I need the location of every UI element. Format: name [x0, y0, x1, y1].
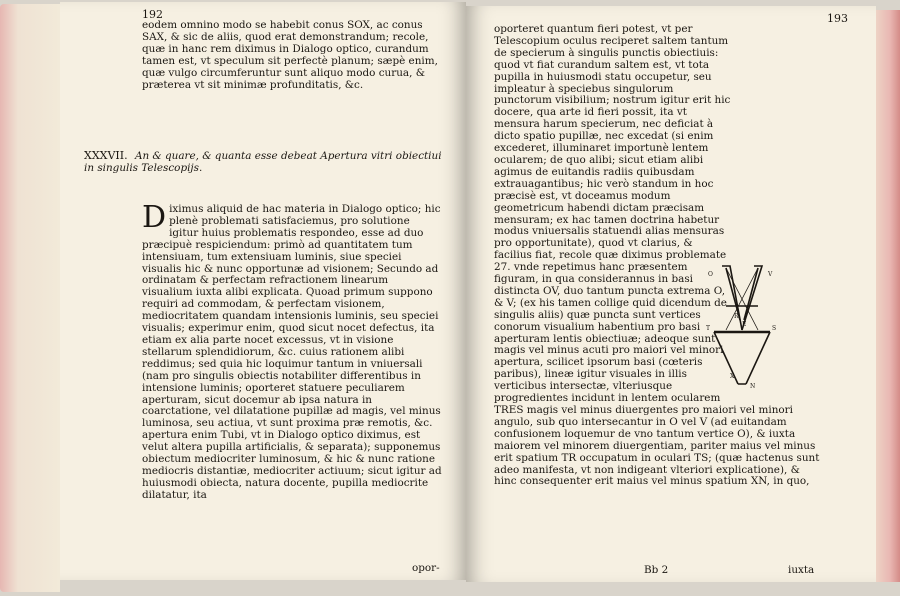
telescope-figure — [704, 260, 780, 392]
section-heading — [84, 150, 454, 174]
label-x: X — [730, 373, 735, 380]
catchword-right: iuxta — [788, 564, 815, 576]
right-page — [466, 6, 876, 582]
page-number-left: 192 — [142, 8, 163, 21]
label-o: O — [708, 271, 713, 278]
left-paragraph-2-text: iximus aliquid de hac materia in Dialogo optico; hic plenè problemati satisfaciemus, pro solutione igitur huius problematis respondeo, esse ad duo præcipuè respiciendum: primò ad quantitatem tum intensiuam, tum extensiuam luminis, siue speciei visualis hic & nunc opportunæ ad visionem; Secundo ad ordinatam & perfectam refractionem linearum visualium iuxta alibi explicata. Quoad primum suppono requiri ad commodam, & perfectam visionem, mediocritatem quandam intensionis luminis, seu speciei visualis; experimur enim, quod sicut nocet defectus, ita etiam ex alia parte nocet excessus, vt in visione stellarum splendidiorum, &c. cuius rationem alibi reddimus; sed quia hic loquimur tantum in vniuersali (nam pro singulis obiectis notabiliter differentibus in intensione luminis; oporteret statuere peculiarem aperturam, sicut docemur ab ipsa natura in coarctatione, vel dilatatione pupillæ ad magis, vel minus luminosa, seu actiua, vt sunt proxima præ remotis, &c. apertura enim Tubi, vt in Dialogo optico diximus, est velut altera pupilla artificialis, & separata); supponemus obiectum mediocriter luminosum, & hic & nunc ratione mediocris distantiæ, mediocriter actiuum; sicut igitur ad huiusmodi obiecta, natura docente, pupilla mediocrite dilatatur, ita — [142, 203, 442, 501]
cone-left-outer — [722, 266, 742, 330]
left-paragraph-2 — [142, 200, 442, 502]
left-paragraph-1: eodem omnino modo se habebit conus SOX, ac conus SAX, & sic de aliis, quod erat demonstrandum; recole, quæ in hanc rem diximus in Dialogo optico, curandum tamen est, vt speculum sit perfectè planum; sæpè enim, quæ vulgo circumferuntur sunt aliquo modo curua, & præterea vt sit minimæ profunditatis, &c. — [142, 19, 438, 91]
page-stack-left-edge — [0, 4, 60, 592]
label-r: R — [734, 313, 739, 320]
label-v: V — [768, 271, 773, 278]
label-s: S — [772, 325, 777, 332]
telescope-diagram — [704, 260, 780, 392]
label-n: N — [750, 383, 756, 390]
drop-cap: D — [142, 200, 167, 235]
right-paragraph — [494, 24, 824, 488]
lower-cone — [714, 332, 770, 384]
section-number: XXXVII. — [84, 149, 128, 162]
signature-mark: Bb 2 — [644, 564, 669, 576]
section-title: An & quare, & quanta esse debeat Apertura vitri obiectiui in singulis Telescopijs. — [84, 150, 442, 174]
cone-right-inner — [744, 268, 758, 320]
catchword-left: opor- — [412, 562, 440, 574]
left-page — [60, 2, 466, 580]
label-e: E — [742, 321, 747, 328]
right-paragraph-text: oporteret quantum fieri potest, vt per Telescopium oculus reciperet saltem tantum de specierum à singulis punctis obiectiuis: quod vt fiat curandum saltem est, vt tota pupilla in huiusmodi statu occupetur, seu impleatur à speciebus singulorum punctorum visibilium; nostrum igitur erit hic docere, qua arte id fieri possit, ita vt mensura harum specierum, nec deficiat à dicto spatio pupillæ, nec excedat (si enim excederet, illuminaret importunè lentem ocularem; de quo alibi; sicut etiam alibi agimus de euitandis radiis quibusdam extrauagantibus; hic verò standum in hoc præcisè est, vt doceamus modum geometricum habendi dictam præcisam mensuram; ex hac tamen doctrina habetur modus vniuersalis statuendi alias mensuras pro opportunitate), quod vt clarius, & facilius fiat, recole quæ diximus problemate 27. vnde repetimus hanc præsentem figuram, in qua considerannus in basi distincta OV, duo tantum puncta extrema O, & V; (ex his tamen collige quid dicendum de singulis aliis) quæ puncta sunt vertices conorum visualium habentium pro basi aperturam lentis obiectiuæ; adeoque sunt magis vel minus acuti pro maiori vel minori apertura, scilicet ipsorum basi (cœteris paribus), lineæ igitur visuales in illis verticibus intersectæ, vlteriusque progredientes incidunt in lentem ocularem TRES magis vel minus diuergentes pro maiori vel minori angulo, sub quo intersecantur in O vel V (ad euitandam confusionem loquemur de vno tantum vertice O), & iuxta maiorem vel minorem diuergentiam, pariter maius vel minus erit spatium TR occupatum in oculari TS; (quæ hactenus sunt adeo manifesta, vt non indigeant vlteriori explicatione), & hinc consequenter erit maius vel minus spatium XN, in quo, — [494, 23, 820, 488]
label-t: T — [706, 325, 711, 332]
page-number-right: 193 — [827, 12, 848, 25]
